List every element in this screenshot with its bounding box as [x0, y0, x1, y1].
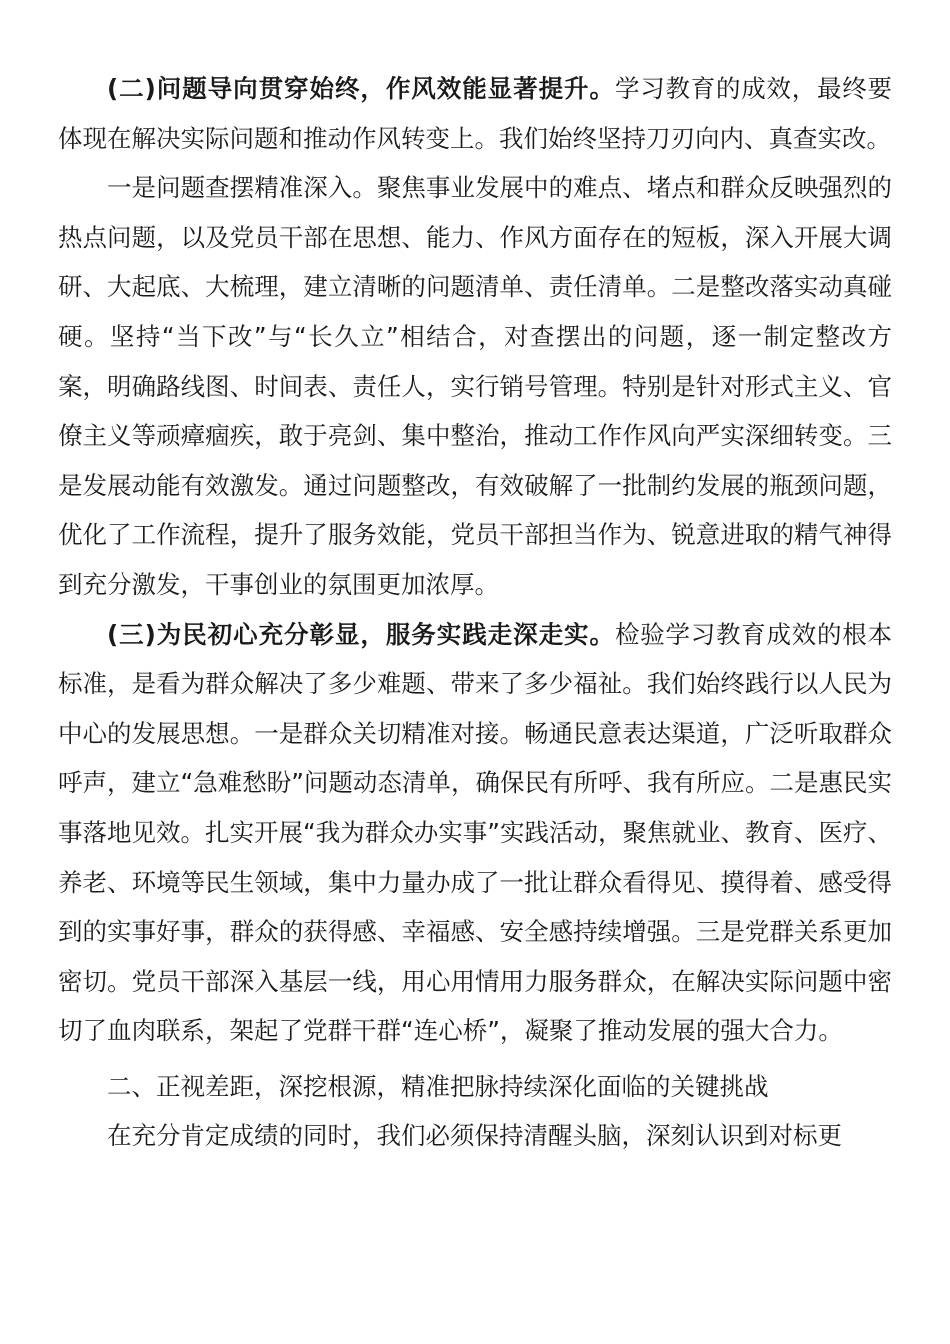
section-three-intro: 检验学习教育成效的根本标准，是看为群众解决了多少难题、带来了多少福祉。我们始终践行以人民为中心的发展思想。一是群众关切精准对接。畅通民意表达渠道，广泛听取群众呼声，建立“急难愁盼”问题动态清单，确保民有所呼、我有所应。二是惠民实事落地见效。扎实开展“我为群众办实事”实践活动，聚焦就业、教育、医疗、养老、环境等民生领域，集中力量办成了一批让群众看得见、摸得着、感受得到的实事好事，群众的获得感、幸福感、安全感持续增强。三是党群关系更加密切。党员干部深入基层一线，用心用情用力服务群众，在解决实际问题中密切了血肉联系，架起了党群干群“连心桥”，凝聚了推动发展的强大合力。 [58, 619, 893, 1046]
section-heading-three: (三)为民初心充分彰显，服务实践走深走实。 [107, 619, 615, 649]
section-heading-two: (二)问题导向贯穿始终，作风效能显著提升。 [107, 74, 615, 103]
section-two-intro: 学习教育的成效，最终要体现在解决实际问题和推动作风转变上。我们始终坚持刀刃向内、真查实改。 [58, 74, 893, 153]
paragraph-chapter-two-opening: 在充分肯定成绩的同时，我们必须保持清醒头脑，深刻认识到对标更 [107, 1121, 842, 1151]
paragraph-section-three [58, 610, 892, 1056]
paragraph-problem-rectification: 一是问题查摆精准深入。聚焦事业发展中的难点、堵点和群众反映强烈的热点问题，以及党员干部在思想、能力、作风方面存在的短板，深入开展大调研、大起底、大梳理，建立清晰的问题清单、责任清单。二是整改落实动真碰硬。坚持“当下改”与“长久立”相结合，对查摆出的问题，逐一制定整改方案，明确路线图、时间表、责任人，实行销号管理。特别是针对形式主义、官僚主义等顽瘴痼疾，敢于亮剑、集中整治，推动工作作风向严实深细转变。三是发展动能有效激发。通过问题整改，有效破解了一批制约发展的瓶颈问题，优化了工作流程，提升了服务效能，党员干部担当作为、锐意进取的精气神得到充分激发，干事创业的氛围更加浓厚。 [58, 173, 892, 599]
paragraph-section-two [58, 64, 892, 163]
chapter-title-two: 二、正视差距，深挖根源，精准把脉持续深化面临的关键挑战 [107, 1071, 769, 1101]
document-page [58, 64, 892, 1161]
